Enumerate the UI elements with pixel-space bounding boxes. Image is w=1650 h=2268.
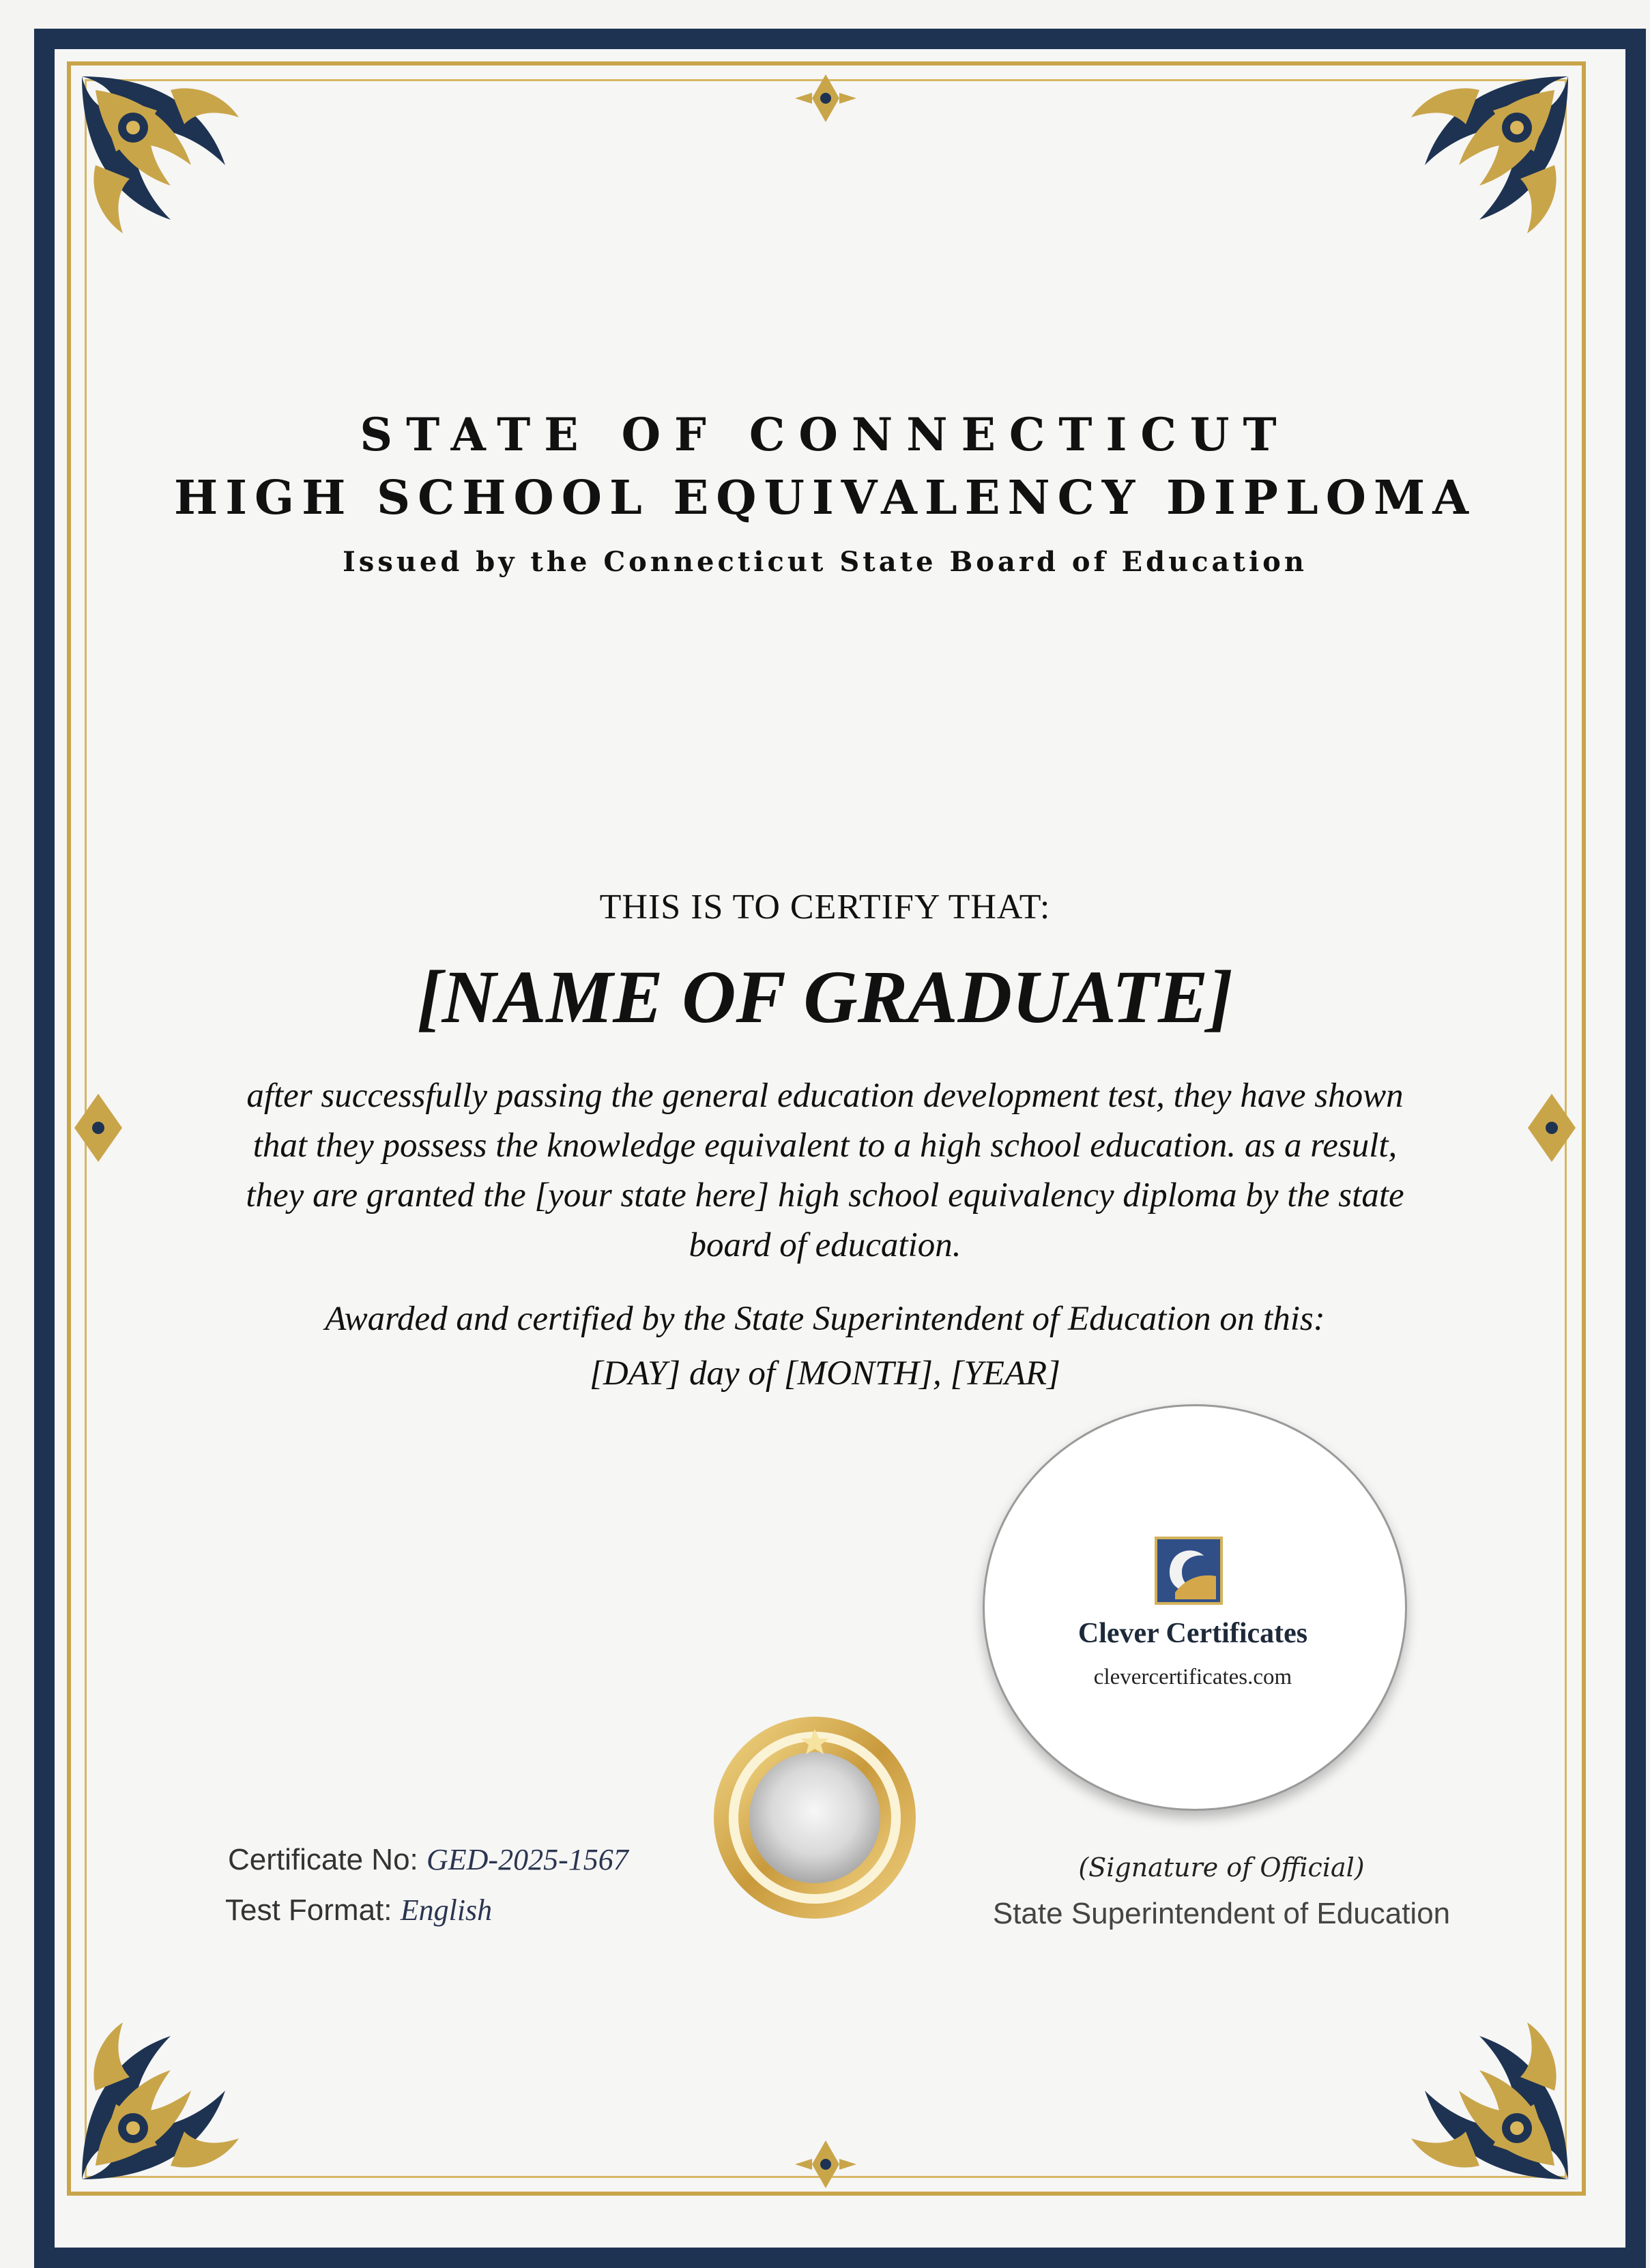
title-line-diploma: HIGH SCHOOL EQUIVALENCY DIPLOMA (173, 471, 1477, 525)
clever-certificates-logo-icon (1155, 1537, 1223, 1605)
corner-ornament-bottom-right (1357, 1968, 1582, 2193)
graduate-name: [NAME OF GRADUATE] (417, 955, 1233, 1038)
certificate-number-value: GED-2025-1567 (426, 1843, 628, 1876)
test-format-label: Test Format: (225, 1893, 392, 1927)
logo-name: Clever Certificates (1077, 1618, 1308, 1649)
award-date: [DAY] day of [MONTH], [YEAR] (589, 1354, 1061, 1393)
issued-by-line: Issued by the Connecticut State Board of Education (343, 546, 1307, 578)
corner-ornament-top-right (1357, 63, 1582, 288)
title-line-state: STATE OF CONNECTICUT (360, 408, 1290, 461)
diamond-ornament-bottom (792, 2137, 860, 2192)
signature-placeholder: (Signature of Official) (1078, 1852, 1365, 1882)
diamond-ornament-left (71, 1090, 126, 1165)
logo-url: clevercertificates.com (1093, 1665, 1292, 1689)
test-format-row (225, 1893, 492, 1928)
signature-title: State Superintendent of Education (992, 1897, 1451, 1930)
certify-intro: THIS IS TO CERTIFY THAT: (599, 888, 1051, 927)
logo-badge (983, 1404, 1407, 1811)
awarded-block (0, 1292, 1650, 1401)
diamond-ornament-top (792, 71, 860, 126)
test-format-value: English (400, 1893, 493, 1927)
certificate-number-label: Certificate No: (228, 1843, 418, 1876)
diamond-ornament-right (1524, 1090, 1579, 1165)
gold-seal-icon (711, 1714, 918, 1921)
corner-ornament-bottom-left (68, 1968, 293, 2193)
corner-ornament-top-left (68, 63, 293, 288)
certification-statement: after successfully passing the general education development test, they have shown that they possess the knowledge equivalent to a high school education. as a result, they are granted the [your state here] high school equivalency diploma by the state board of education. (246, 1077, 1404, 1264)
awarded-line: Awarded and certified by the State Superintendent of Education on this: (325, 1300, 1325, 1338)
certificate-number-row (228, 1842, 628, 1877)
